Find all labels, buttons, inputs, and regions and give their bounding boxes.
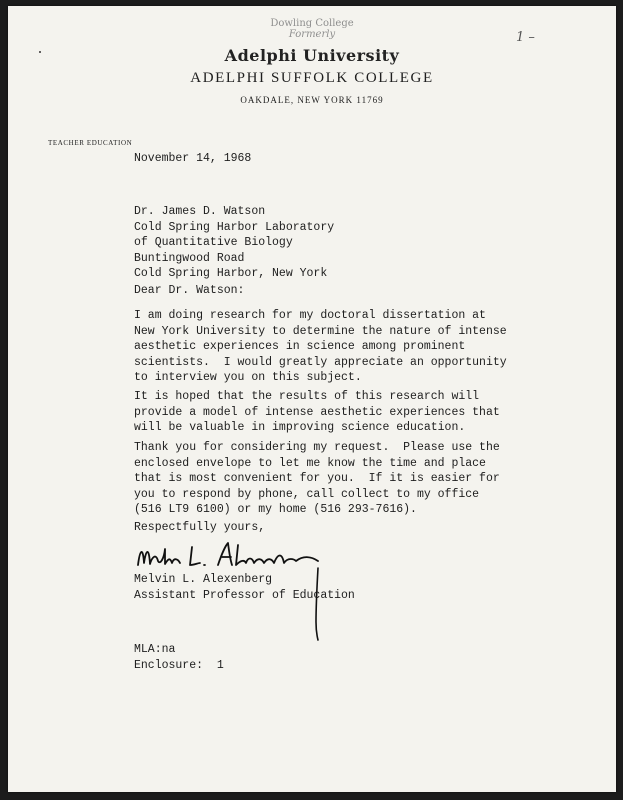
letterhead-city: OAKDALE, NEW YORK 11769 bbox=[240, 95, 384, 105]
paragraph-line: aesthetic experiences in science among prominent bbox=[134, 340, 466, 354]
salutation: Dear Dr. Watson: bbox=[134, 284, 245, 297]
recipient-line: of Quantitative Biology bbox=[134, 236, 293, 250]
paragraph-line: I am doing research for my doctoral dissertation at bbox=[134, 309, 486, 322]
paragraph-line: you to respond by phone, call collect to my office bbox=[134, 487, 480, 501]
paragraph-line: that is most convenient for you. If it is easier for bbox=[134, 472, 500, 486]
paragraph-line: provide a model of intense aesthetic experiences that bbox=[134, 405, 500, 419]
recipient-line: Cold Spring Harbor Laboratory bbox=[134, 220, 335, 234]
paragraph-line: scientists. I would greatly appreciate an opportunity bbox=[134, 355, 507, 369]
margin-note: 1 – bbox=[516, 30, 535, 45]
paragraph-line: It is hoped that the results of this research will bbox=[134, 390, 480, 403]
stamp-dowling-college: Dowling College bbox=[270, 18, 354, 29]
paragraph-line: New York University to determine the nature of intense bbox=[134, 324, 507, 338]
letterhead-university: Adelphi University bbox=[224, 46, 400, 65]
paragraph-line: enclosed envelope to let me know the time and place bbox=[134, 456, 486, 470]
paragraph-line: will be valuable in improving science education. bbox=[134, 421, 466, 435]
signer-name: Melvin L. Alexenberg bbox=[134, 573, 273, 586]
recipient-name: Dr. James D. Watson bbox=[134, 205, 266, 218]
signature-stroke-icon bbox=[134, 539, 324, 575]
recipient-line: Cold Spring Harbor, New York bbox=[134, 267, 328, 281]
department-label: TEACHER EDUCATION bbox=[48, 139, 133, 147]
letterhead-college: ADELPHI SUFFOLK COLLEGE bbox=[190, 70, 434, 86]
recipient-line: Buntingwood Road bbox=[134, 251, 245, 265]
enclosure-line: Enclosure: 1 bbox=[134, 658, 224, 672]
ink-flourish-icon bbox=[308, 566, 322, 642]
paragraph-line: to interview you on this subject. bbox=[134, 371, 362, 385]
paragraph-line: Thank you for considering my request. Please use the bbox=[134, 441, 500, 454]
letter-date: November 14, 1968 bbox=[134, 152, 252, 165]
signer-title: Assistant Professor of Education bbox=[134, 588, 355, 602]
closing: Respectfully yours, bbox=[134, 521, 266, 534]
paragraph-line: (516 LT9 6100) or my home (516 293-7616). bbox=[134, 503, 417, 517]
typist-initials: MLA:na bbox=[134, 643, 176, 656]
letter-page bbox=[8, 6, 616, 792]
stamp-formerly: Formerly bbox=[288, 29, 336, 40]
